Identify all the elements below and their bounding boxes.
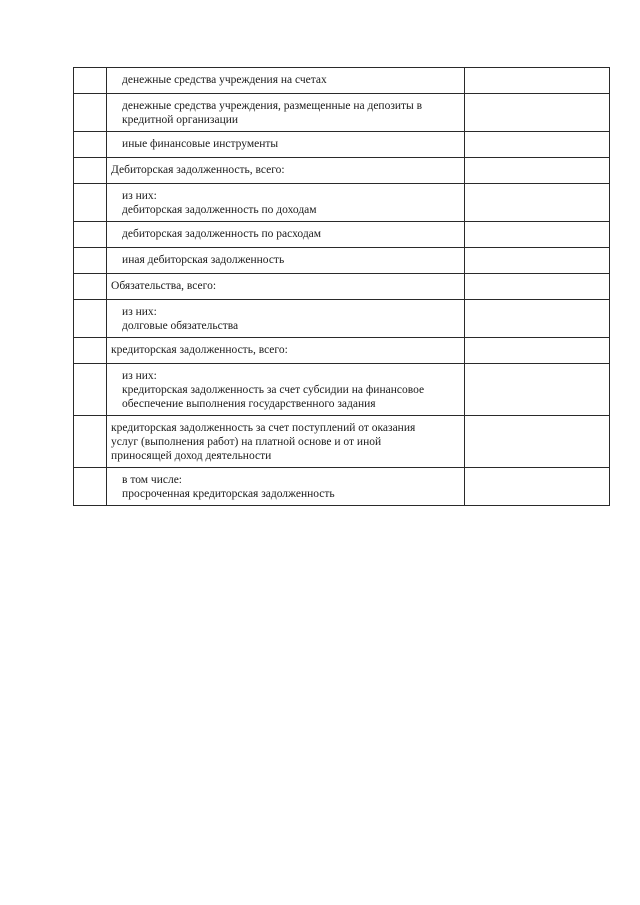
indicator-line: в том числе: [122, 474, 182, 486]
row-number-cell [74, 300, 107, 338]
row-number-cell [74, 416, 107, 468]
table-row [74, 132, 610, 158]
indicator-name-cell [107, 68, 465, 94]
table-row [74, 274, 610, 300]
row-number-cell [74, 132, 107, 158]
value-cell [464, 158, 609, 184]
indicator-line: Обязательства, всего: [111, 280, 217, 292]
row-number-cell [74, 274, 107, 300]
indicator-line: кредиторская задолженность, всего: [111, 344, 288, 356]
indicator-name-cell [107, 416, 465, 468]
indicator-line: иные финансовые инструменты [122, 138, 279, 150]
indicator-line: иная дебиторская задолженность [122, 254, 285, 266]
indicator-line: кредиторская задолженность за счет поступлений от оказания [111, 422, 416, 434]
indicator-line: из них: [122, 306, 157, 318]
table-row [74, 468, 610, 506]
indicator-line: дебиторская задолженность по расходам [122, 228, 322, 240]
indicator-line: денежные средства учреждения, размещенные на депозиты в [122, 100, 423, 112]
value-cell [464, 338, 609, 364]
indicator-name-cell [107, 468, 465, 506]
value-cell [464, 184, 609, 222]
indicator-line: денежные средства учреждения на счетах [122, 74, 327, 86]
indicator-line: приносящей доход деятельности [111, 450, 272, 462]
indicator-line: долговые обязательства [122, 320, 239, 332]
indicator-name-cell [107, 94, 465, 132]
indicators-table [73, 67, 610, 506]
indicator-line: из них: [122, 370, 157, 382]
value-cell [464, 222, 609, 248]
indicator-line: кредиторская задолженность за счет субсидии на финансовое [122, 384, 425, 396]
table-row [74, 248, 610, 274]
value-cell [464, 132, 609, 158]
indicator-name-cell [107, 158, 465, 184]
table-row [74, 184, 610, 222]
row-number-cell [74, 94, 107, 132]
value-cell [464, 248, 609, 274]
row-number-cell [74, 222, 107, 248]
indicator-name-cell [107, 338, 465, 364]
indicator-line: Дебиторская задолженность, всего: [111, 164, 285, 176]
table-row [74, 364, 610, 416]
row-number-cell [74, 468, 107, 506]
value-cell [464, 94, 609, 132]
indicator-name-cell [107, 222, 465, 248]
indicator-line: кредитной организации [122, 114, 239, 126]
value-cell [464, 468, 609, 506]
table-row [74, 158, 610, 184]
value-cell [464, 364, 609, 416]
row-number-cell [74, 364, 107, 416]
row-number-cell [74, 68, 107, 94]
table-row [74, 94, 610, 132]
row-number-cell [74, 338, 107, 364]
indicator-name-cell [107, 184, 465, 222]
row-number-cell [74, 158, 107, 184]
table-row [74, 416, 610, 468]
value-cell [464, 300, 609, 338]
table-row [74, 68, 610, 94]
indicator-line: из них: [122, 190, 157, 202]
row-number-cell [74, 184, 107, 222]
row-number-cell [74, 248, 107, 274]
indicator-name-cell [107, 364, 465, 416]
indicator-name-cell [107, 132, 465, 158]
indicator-name-cell [107, 300, 465, 338]
table-row [74, 222, 610, 248]
indicator-line: обеспечение выполнения государственного задания [122, 398, 376, 410]
value-cell [464, 274, 609, 300]
table-row [74, 300, 610, 338]
indicator-name-cell [107, 274, 465, 300]
value-cell [464, 68, 609, 94]
indicator-line: услуг (выполнения работ) на платной основе и от иной [111, 436, 382, 448]
indicator-line: просроченная кредиторская задолженность [122, 488, 335, 500]
indicator-name-cell [107, 248, 465, 274]
value-cell [464, 416, 609, 468]
indicator-line: дебиторская задолженность по доходам [122, 204, 317, 216]
table-row [74, 338, 610, 364]
